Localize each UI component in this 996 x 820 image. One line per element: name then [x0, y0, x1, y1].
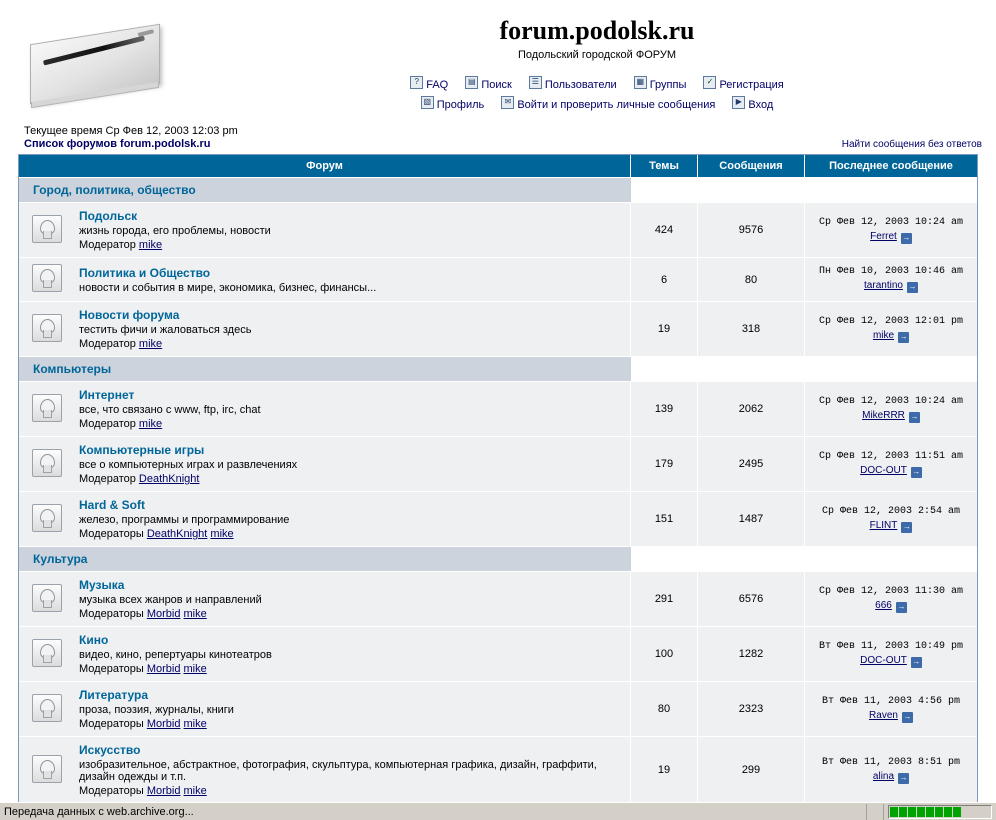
moderator-label: Модераторы — [79, 608, 144, 621]
forum-icon-cell — [19, 492, 75, 547]
forum-link[interactable]: Литература — [79, 688, 149, 703]
category-blank-posts — [698, 547, 805, 572]
last-post-user-link[interactable]: DOC-OUT — [860, 464, 907, 476]
header-nav — [214, 75, 980, 115]
forum-name[interactable] — [79, 443, 626, 457]
forum-topics: 19 — [631, 302, 698, 357]
last-post-date: Ср Фев 12, 2003 2:54 am — [821, 505, 961, 517]
forum-description: все, что связано с www, ftp, irc, chat — [79, 404, 261, 417]
forum-topics: 139 — [631, 382, 698, 437]
table-row — [19, 492, 977, 547]
goto-last-post-icon[interactable]: → — [911, 467, 922, 478]
last-post-user[interactable] — [809, 329, 973, 344]
last-post-user-link[interactable]: MikeRRR — [862, 409, 905, 421]
table-row — [19, 258, 977, 302]
forum-name[interactable] — [79, 266, 626, 280]
forum-posts: 2323 — [698, 682, 805, 737]
check-icon: ✓ — [703, 76, 716, 89]
status-slot-1 — [867, 804, 884, 820]
moderator-link[interactable]: DeathKnight — [138, 473, 200, 486]
last-post-user-link[interactable]: Ferret — [870, 230, 897, 242]
forum-link[interactable]: Подольск — [79, 209, 138, 224]
forum-name[interactable] — [79, 209, 626, 223]
goto-last-post-icon[interactable]: → — [901, 522, 912, 533]
category-row — [19, 178, 977, 203]
forum-posts: 6576 — [698, 572, 805, 627]
last-post-user-link[interactable]: FLINT — [869, 519, 898, 531]
forum-icon-cell — [19, 382, 75, 437]
forum-link[interactable]: Интернет — [79, 388, 135, 403]
table-row — [19, 572, 977, 627]
forum-topics: 100 — [631, 627, 698, 682]
forum-table-wrap — [18, 154, 978, 802]
header-nav-row-2 — [214, 95, 980, 115]
current-time: Текущее время Ср Фев 12, 2003 12:03 pm — [24, 125, 238, 138]
th-topics: Темы — [631, 155, 698, 178]
moderator-link[interactable]: mike — [183, 608, 207, 621]
goto-last-post-icon[interactable]: → — [911, 657, 922, 668]
forum-info-cell — [75, 437, 631, 492]
forum-topics: 80 — [631, 682, 698, 737]
forum-posts: 80 — [698, 258, 805, 302]
last-post-date: Вт Фев 11, 2003 4:56 pm — [821, 695, 961, 707]
th-last-post: Последнее сообщение — [805, 155, 978, 178]
table-header-row — [19, 155, 977, 178]
progress-block — [899, 807, 907, 817]
folder-icon — [32, 449, 62, 477]
forum-icon-cell — [19, 627, 75, 682]
folder-icon — [32, 584, 62, 612]
forum-last-post — [805, 492, 978, 547]
last-post-user-link[interactable]: 666 — [875, 599, 892, 611]
category-blank-last — [805, 547, 978, 572]
table-row — [19, 203, 977, 258]
moderator-label: Модераторы — [79, 663, 144, 676]
site-title: forum.podolsk.ru — [499, 16, 695, 45]
forum-icon-cell — [19, 203, 75, 258]
forum-description: музыка всех жанров и направлений — [79, 594, 262, 607]
forum-link[interactable]: Музыка — [79, 578, 125, 593]
forum-link[interactable]: Политика и Общество — [79, 265, 211, 280]
moderator-link[interactable]: mike — [138, 239, 163, 252]
forum-last-post — [805, 682, 978, 737]
forum-description: видео, кино, репертуары кинотеатров — [79, 649, 272, 662]
category-row — [19, 357, 977, 382]
forum-info-cell — [75, 682, 631, 737]
nav-link-users[interactable]: Пользователи — [544, 79, 617, 92]
progress-block — [926, 807, 934, 817]
forum-moderators — [79, 239, 626, 251]
forum-posts: 2495 — [698, 437, 805, 492]
category-title-cell[interactable] — [19, 178, 631, 203]
last-post-user-link[interactable]: Raven — [869, 709, 898, 721]
forum-posts: 2062 — [698, 382, 805, 437]
forum-description: жизнь города, его проблемы, новости — [79, 225, 271, 238]
forum-topics: 6 — [631, 258, 698, 302]
forum-last-post — [805, 437, 978, 492]
table-row — [19, 682, 977, 737]
goto-last-post-icon[interactable]: → — [898, 332, 909, 343]
forum-info-cell — [75, 492, 631, 547]
forum-moderators — [79, 338, 626, 350]
forum-info-cell — [75, 572, 631, 627]
last-post-user[interactable] — [809, 770, 973, 785]
breadcrumb-row — [0, 137, 996, 154]
forum-info-cell — [75, 203, 631, 258]
last-post-date: Вт Фев 11, 2003 8:51 pm — [821, 756, 961, 768]
goto-last-post-icon[interactable]: → — [898, 773, 909, 784]
nav-item-profile[interactable] — [421, 95, 485, 115]
moderator-link[interactable]: Morbid — [146, 718, 181, 731]
nav-link-search[interactable]: Поиск — [481, 79, 512, 92]
moderator-label: Модератор — [79, 473, 136, 486]
forum-link[interactable]: Кино — [79, 633, 109, 648]
table-row — [19, 737, 977, 802]
forum-moderators — [79, 718, 626, 730]
profile-icon: ▧ — [421, 96, 434, 109]
header-nav-row-1 — [214, 75, 980, 95]
moderator-label: Модератор — [79, 239, 136, 252]
forum-link[interactable]: Новости форума — [79, 308, 180, 323]
moderator-link[interactable]: Morbid — [146, 663, 181, 676]
forum-topics: 179 — [631, 437, 698, 492]
category-blank-last — [805, 178, 978, 203]
notebook-and-pen-logo — [14, 12, 180, 108]
moderator-link[interactable]: mike — [138, 418, 163, 431]
site-subtitle: Подольский городской ФОРУМ — [517, 49, 677, 61]
unanswered-posts[interactable] — [842, 138, 982, 150]
forum-info-cell — [75, 302, 631, 357]
forum-description: тестить фичи и жаловаться здесь — [79, 324, 252, 337]
category-blank-posts — [698, 357, 805, 382]
category-title-cell[interactable] — [19, 357, 631, 382]
breadcrumb-site: forum.podolsk.ru — [120, 138, 211, 151]
forum-description: изобразительное, абстрактное, фотография, скульптура, компьютерная графика, дизайн, граффити, дизайн одежды и т.п. — [79, 759, 597, 784]
nav-link-profile[interactable]: Профиль — [436, 99, 485, 112]
nav-item-search[interactable] — [465, 75, 511, 95]
forum-last-post — [805, 572, 978, 627]
forum-name[interactable] — [79, 578, 626, 592]
category-blank-topics — [631, 357, 698, 382]
forum-description: железо, программы и программирование — [79, 514, 290, 527]
search-icon: ▤ — [465, 76, 478, 89]
breadcrumb-link-index[interactable]: Список форумов — [24, 138, 117, 151]
forum-name[interactable] — [79, 388, 626, 402]
table-row — [19, 627, 977, 682]
progress-block — [935, 807, 943, 817]
forum-name[interactable] — [79, 308, 626, 322]
forum-description: все о компьютерных играх и развлечениях — [79, 459, 298, 472]
forum-icon-cell — [19, 737, 75, 802]
th-forum: Форум — [19, 155, 631, 178]
forum-icon-cell — [19, 302, 75, 357]
folder-icon — [32, 639, 62, 667]
category-blank-last — [805, 357, 978, 382]
folder-icon — [32, 314, 62, 342]
last-post-user[interactable] — [809, 279, 973, 294]
goto-last-post-icon[interactable]: → — [907, 282, 918, 293]
progress-block — [890, 807, 898, 817]
forum-name[interactable] — [79, 743, 626, 757]
last-post-user-link[interactable]: alina — [872, 770, 895, 782]
goto-last-post-icon[interactable]: → — [896, 602, 907, 613]
moderator-link[interactable]: mike — [183, 785, 207, 798]
last-post-date: Пн Фев 10, 2003 10:46 am — [818, 266, 964, 278]
forum-link[interactable]: Компьютерные игры — [79, 443, 205, 458]
category-title-cell[interactable] — [19, 547, 631, 572]
forum-topics: 424 — [631, 203, 698, 258]
moderator-link[interactable]: mike — [183, 663, 207, 676]
last-post-date: Ср Фев 12, 2003 11:30 am — [818, 585, 964, 597]
category-link[interactable]: Компьютеры — [33, 362, 112, 377]
last-post-date: Ср Фев 12, 2003 11:51 am — [818, 450, 964, 462]
folder-icon — [32, 755, 62, 783]
forum-last-post — [805, 302, 978, 357]
last-post-user[interactable] — [809, 464, 973, 479]
forum-topics: 19 — [631, 737, 698, 802]
forum-posts: 9576 — [698, 203, 805, 258]
forum-link[interactable]: Искусство — [79, 743, 141, 758]
moderator-label: Модератор — [79, 418, 136, 431]
browser-status-bar — [0, 802, 996, 820]
forum-table — [19, 155, 977, 802]
table-row — [19, 302, 977, 357]
forum-last-post — [805, 627, 978, 682]
forum-icon-cell — [19, 258, 75, 302]
unanswered-posts-link[interactable]: Найти сообщения без ответов — [841, 139, 982, 151]
moderator-label: Модераторы — [79, 785, 144, 798]
moderator-link[interactable]: DeathKnight — [146, 528, 208, 541]
forum-posts: 1282 — [698, 627, 805, 682]
last-post-user-link[interactable]: tarantino — [864, 280, 903, 292]
forum-name[interactable] — [79, 498, 626, 512]
folder-icon — [32, 504, 62, 532]
forum-last-post — [805, 737, 978, 802]
moderator-link[interactable]: mike — [210, 528, 234, 541]
progress-block — [953, 807, 961, 817]
nav-item-login[interactable] — [732, 95, 773, 115]
forum-last-post — [805, 258, 978, 302]
forum-info-cell — [75, 627, 631, 682]
forum-moderators — [79, 418, 626, 430]
nav-link-register[interactable]: Регистрация — [719, 79, 784, 92]
moderator-link[interactable]: mike — [183, 718, 207, 731]
last-post-date: Ср Фев 12, 2003 10:24 am — [818, 395, 964, 407]
groups-icon: ▦ — [634, 76, 647, 89]
forum-icon-cell — [19, 682, 75, 737]
breadcrumb[interactable] — [24, 138, 210, 150]
th-posts: Сообщения — [698, 155, 805, 178]
last-post-user-link[interactable]: DOC-OUT — [860, 654, 907, 666]
moderator-label: Модераторы — [79, 528, 144, 541]
login-icon: ▶ — [732, 96, 745, 109]
folder-icon — [32, 264, 62, 292]
nav-link-faq[interactable]: FAQ — [426, 79, 449, 92]
users-icon: ☰ — [529, 76, 542, 89]
folder-icon — [32, 215, 62, 243]
logo-cell — [0, 6, 214, 108]
goto-last-post-icon[interactable]: → — [909, 412, 920, 423]
forum-moderators — [79, 528, 626, 540]
last-post-user-link[interactable]: mike — [872, 329, 895, 341]
folder-icon — [32, 694, 62, 722]
moderator-link[interactable]: mike — [138, 338, 163, 351]
last-post-date: Вт Фев 11, 2003 10:49 pm — [818, 640, 964, 652]
progress-block — [944, 807, 952, 817]
nav-item-faq[interactable] — [410, 75, 448, 95]
nav-item-private-messages[interactable] — [501, 95, 715, 115]
category-link[interactable]: Культура — [33, 552, 88, 567]
forum-name[interactable] — [79, 688, 626, 702]
moderator-link[interactable]: Morbid — [146, 785, 181, 798]
forum-topics: 151 — [631, 492, 698, 547]
goto-last-post-icon[interactable]: → — [901, 233, 912, 244]
last-post-user[interactable] — [809, 599, 973, 614]
question-icon: ? — [410, 76, 423, 89]
forum-moderators — [79, 473, 626, 485]
category-link[interactable]: Город, политика, общество — [33, 183, 196, 198]
last-post-user[interactable] — [809, 519, 973, 534]
nav-item-register[interactable] — [703, 75, 783, 95]
last-post-date: Ср Фев 12, 2003 10:24 am — [818, 216, 964, 228]
nav-link-groups[interactable]: Группы — [649, 79, 687, 92]
last-post-user[interactable] — [809, 409, 973, 424]
envelope-icon: ✉ — [501, 96, 514, 109]
progress-block — [917, 807, 925, 817]
goto-last-post-icon[interactable]: → — [902, 712, 913, 723]
forum-info-cell — [75, 737, 631, 802]
last-post-user[interactable] — [809, 709, 973, 724]
last-post-user[interactable] — [809, 230, 973, 245]
category-blank-topics — [631, 178, 698, 203]
moderator-link[interactable]: Morbid — [146, 608, 181, 621]
moderator-label: Модератор — [79, 338, 136, 351]
forum-table-body — [19, 178, 977, 802]
forum-info-cell — [75, 382, 631, 437]
category-blank-posts — [698, 178, 805, 203]
forum-name[interactable] — [79, 633, 626, 647]
nav-link-private-messages[interactable]: Войти и проверить личные сообщения — [517, 99, 716, 112]
forum-moderators — [79, 608, 626, 620]
category-blank-topics — [631, 547, 698, 572]
progress-block — [908, 807, 916, 817]
forum-description: проза, поэзия, журналы, книги — [79, 704, 234, 717]
forum-moderators — [79, 785, 626, 797]
nav-link-login[interactable]: Вход — [748, 99, 774, 112]
forum-description: новости и события в мире, экономика, бизнес, финансы... — [79, 281, 377, 294]
forum-posts: 1487 — [698, 492, 805, 547]
last-post-date: Ср Фев 12, 2003 12:01 pm — [818, 315, 964, 327]
moderator-label: Модераторы — [79, 718, 144, 731]
forum-moderators — [79, 663, 626, 675]
table-row — [19, 382, 977, 437]
forum-last-post — [805, 203, 978, 258]
forum-link[interactable]: Hard & Soft — [79, 498, 145, 513]
forum-posts: 299 — [698, 737, 805, 802]
forum-header — [0, 0, 996, 115]
forum-topics: 291 — [631, 572, 698, 627]
table-row — [19, 437, 977, 492]
nav-item-groups[interactable] — [634, 75, 687, 95]
forum-icon-cell — [19, 572, 75, 627]
forum-posts: 318 — [698, 302, 805, 357]
category-row — [19, 547, 977, 572]
nav-item-users[interactable] — [529, 75, 617, 95]
folder-icon — [32, 394, 62, 422]
forum-last-post — [805, 382, 978, 437]
progress-bar — [888, 805, 992, 819]
title-cell — [214, 6, 980, 115]
forum-icon-cell — [19, 437, 75, 492]
last-post-user[interactable] — [809, 654, 973, 669]
status-text: Передача данных с web.archive.org... — [0, 804, 867, 820]
forum-info-cell — [75, 258, 631, 302]
